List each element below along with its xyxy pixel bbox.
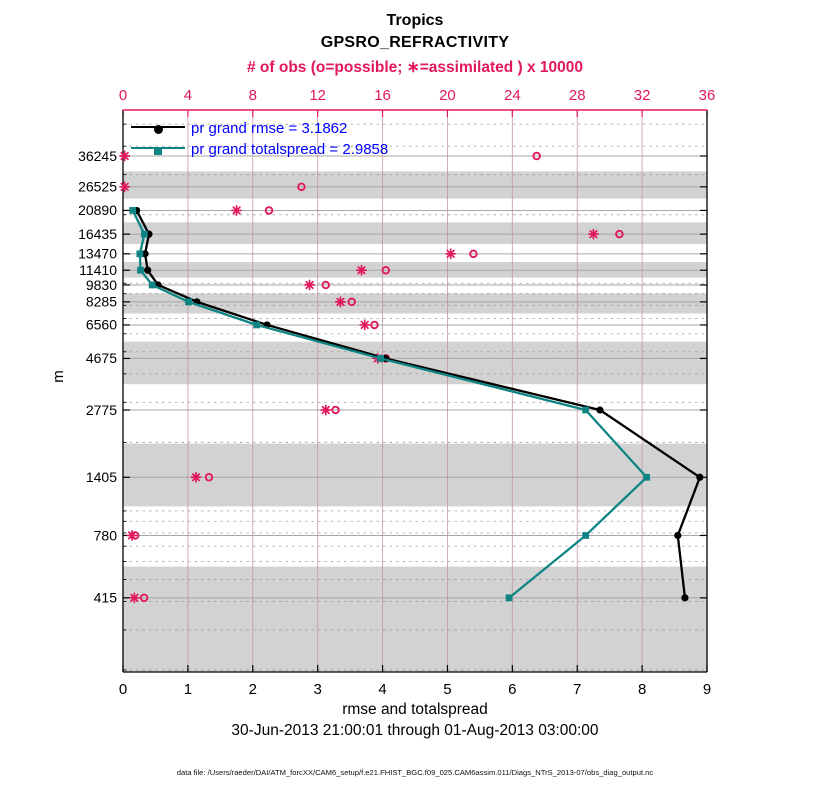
left-axis-tick-label: 26525: [78, 178, 117, 195]
level-band: [123, 342, 707, 385]
totalspread-point: [137, 267, 144, 274]
left-axis-tick-label: 8285: [85, 293, 117, 310]
totalspread-point: [141, 231, 148, 238]
level-band: [123, 567, 707, 672]
totalspread-point: [149, 282, 156, 289]
rmse-marker-icon: [154, 125, 163, 134]
totalspread-point: [582, 532, 589, 539]
top-axis-tick-label: 8: [248, 87, 257, 104]
legend-item-rmse: [131, 118, 388, 139]
left-axis-tick-label: 4675: [85, 350, 117, 367]
left-axis-tick-label: 20890: [78, 202, 117, 219]
plot-subtitle: GPSRO_REFRACTIVITY: [320, 34, 510, 51]
left-axis-tick-label: 13470: [78, 245, 117, 262]
top-axis-tick-label: 20: [439, 87, 456, 104]
plot-title: Tropics: [386, 12, 444, 29]
left-axis-tick-label: 11410: [79, 262, 117, 279]
totalspread-point: [129, 207, 136, 214]
top-axis-tick-label: 36: [698, 87, 716, 104]
bottom-axis-tick-label: 1: [183, 681, 193, 698]
bottom-axis-tick-label: 6: [508, 681, 517, 698]
totalspread-point: [185, 298, 192, 305]
left-axis-tick-label: 16435: [78, 225, 117, 242]
totalspread-point: [643, 474, 650, 481]
legend-label-totalspread: pr grand totalspread = 2.9858: [191, 141, 389, 158]
bottom-axis-tick-label: 7: [573, 681, 582, 698]
legend-item-totalspread: [131, 139, 388, 160]
left-axis-tick-label: 2775: [85, 401, 117, 418]
totalspread-point: [253, 322, 260, 329]
rmse-point: [674, 532, 681, 539]
totalspread-point: [136, 250, 143, 257]
totalspread-point: [377, 355, 384, 362]
totalspread-point: [582, 407, 589, 414]
legend: [131, 118, 388, 160]
left-axis-tick-label: 36245: [78, 147, 117, 164]
left-axis-tick-label: 1405: [85, 469, 117, 486]
timespan-label: 30-Jun-2013 21:00:01 through 01-Aug-2013 03:00:00: [231, 722, 599, 739]
top-axis-tick-label: 12: [309, 87, 327, 104]
top-axis-tick-label: 28: [568, 87, 586, 104]
top-axis-tick-label: 16: [374, 87, 391, 104]
totalspread-line-sample: [131, 147, 185, 152]
top-axis-label: # of obs (o=possible; ∗=assimilated ) x 10000: [246, 59, 584, 76]
rmse-point: [681, 594, 688, 601]
top-axis-tick-label: 0: [118, 87, 128, 104]
rmse-point: [596, 406, 603, 413]
totalspread-marker-icon: [154, 147, 162, 155]
left-axis-tick-label: 9830: [85, 276, 117, 293]
bottom-axis-tick-label: 4: [378, 681, 387, 698]
bottom-axis-tick-label: 3: [313, 681, 322, 698]
top-axis-tick-label: 32: [633, 87, 651, 104]
totalspread-point: [506, 594, 513, 601]
top-axis-tick-label: 24: [503, 87, 521, 104]
bottom-axis-tick-label: 9: [702, 681, 712, 698]
level-band: [123, 222, 707, 244]
left-axis-tick-label: 780: [93, 527, 117, 544]
bottom-axis-label: rmse and totalspread: [342, 701, 488, 718]
left-axis-tick-label: 6560: [85, 316, 117, 333]
bottom-axis-tick-label: 5: [443, 681, 452, 698]
rmse-point: [696, 474, 703, 481]
legend-label-rmse: pr grand rmse = 3.1862: [191, 120, 348, 137]
rmse-line-sample: [131, 126, 185, 131]
bottom-axis-tick-label: 0: [118, 681, 128, 698]
bottom-axis-tick-label: 8: [637, 681, 647, 698]
y-axis-label: m: [49, 370, 67, 383]
datafile-footer: data file: /Users/raeder/DAI/ATM_forcXX/CAM6_setup/f.e21.FHIST_BGC.f09_025.CAM6assim.011/Diags_NTrS_2013-07/obs_diag_output.nc: [176, 768, 654, 777]
level-band: [123, 171, 707, 198]
top-axis-tick-label: 4: [183, 87, 193, 104]
left-axis-tick-label: 415: [93, 589, 117, 606]
rmse-point: [144, 267, 151, 274]
bottom-axis-tick-label: 2: [248, 681, 257, 698]
